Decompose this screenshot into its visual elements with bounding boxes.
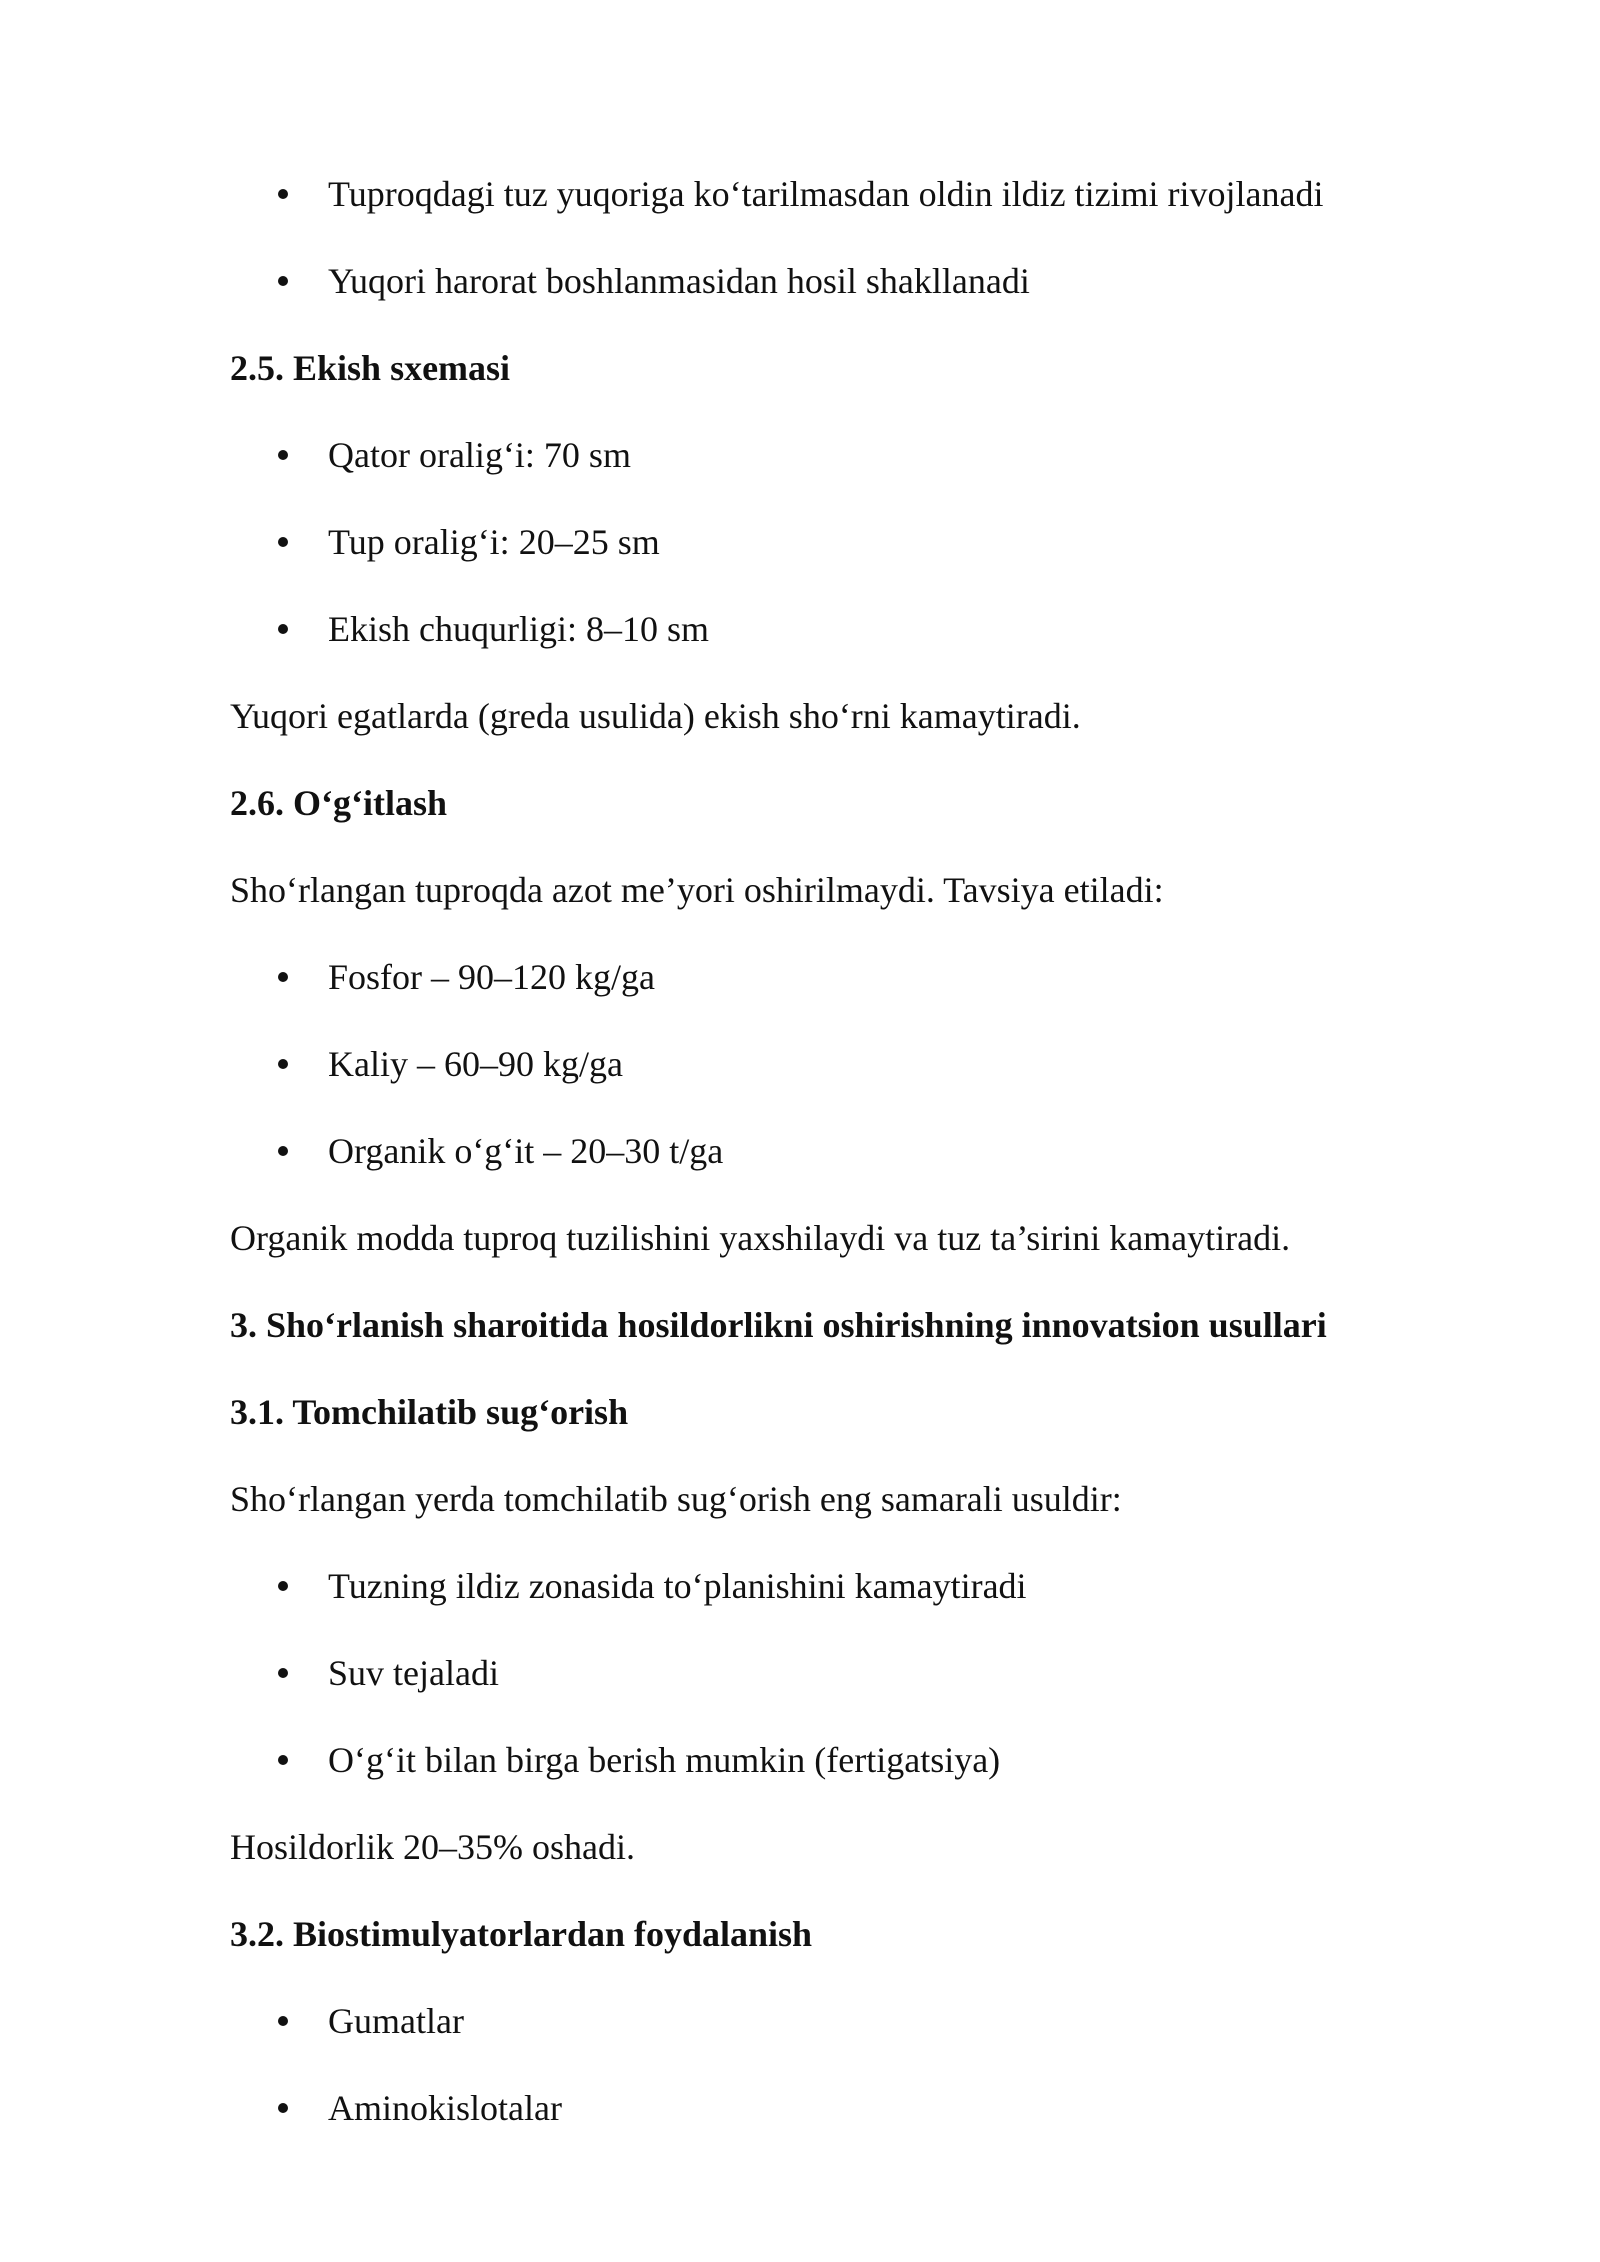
bullet-icon	[278, 1581, 288, 1591]
list-item-text: Tuzning ildiz zonasida to‘planishini kamaytiradi	[328, 1565, 1027, 1606]
list-item	[230, 1020, 1430, 1107]
document-body	[230, 150, 1430, 2151]
list-item	[230, 1716, 1430, 1803]
list-item	[230, 1107, 1430, 1194]
paragraph: Organik modda tuproq tuzilishini yaxshilaydi va tuz ta’sirini kamaytiradi.	[230, 1217, 1291, 1258]
list-item	[230, 585, 1430, 672]
list-item-text: Tuproqdagi tuz yuqoriga ko‘tarilmasdan oldin ildiz tizimi rivojlanadi	[328, 173, 1324, 214]
bullet-icon	[278, 450, 288, 460]
section-heading: 2.5. Ekish sxemasi	[230, 347, 511, 388]
bullet-icon	[278, 1668, 288, 1678]
list-item-text: Organik o‘g‘it – 20–30 t/ga	[328, 1130, 724, 1171]
section-heading: 3. Sho‘rlanish sharoitida hosildorlikni oshirishning innovatsion usullari	[230, 1304, 1327, 1345]
list-item	[230, 1977, 1430, 2064]
bullet-icon	[278, 972, 288, 982]
list-item	[230, 1629, 1430, 1716]
paragraph: Sho‘rlangan tuproqda azot me’yori oshirilmaydi. Tavsiya etiladi:	[230, 869, 1164, 910]
list-item	[230, 2064, 1430, 2151]
bullet-icon	[278, 276, 288, 286]
list-item-text: Suv tejaladi	[328, 1652, 499, 1693]
list-item-text: Gumatlar	[328, 2000, 464, 2041]
list-item-text: Fosfor – 90–120 kg/ga	[328, 956, 655, 997]
list-item-text: Qator oralig‘i: 70 sm	[328, 434, 631, 475]
paragraph: Yuqori egatlarda (greda usulida) ekish sho‘rni kamaytiradi.	[230, 695, 1081, 736]
bullet-icon	[278, 189, 288, 199]
list-item-text: Kaliy – 60–90 kg/ga	[328, 1043, 623, 1084]
list-item-text: Yuqori harorat boshlanmasidan hosil shakllanadi	[328, 260, 1030, 301]
paragraph: Sho‘rlangan yerda tomchilatib sug‘orish eng samarali usuldir:	[230, 1478, 1122, 1519]
section-heading: 3.2. Biostimulyatorlardan foydalanish	[230, 1913, 813, 1954]
bullet-icon	[278, 537, 288, 547]
bullet-icon	[278, 2103, 288, 2113]
bullet-icon	[278, 624, 288, 634]
list-item-text: O‘g‘it bilan birga berish mumkin (fertigatsiya)	[328, 1739, 1001, 1780]
bullet-icon	[278, 1059, 288, 1069]
section-heading: 2.6. O‘g‘itlash	[230, 782, 448, 823]
list-item	[230, 411, 1430, 498]
bullet-icon	[278, 1755, 288, 1765]
list-item-text: Tup oralig‘i: 20–25 sm	[328, 521, 660, 562]
list-item	[230, 237, 1430, 324]
bullet-icon	[278, 2016, 288, 2026]
section-heading: 3.1. Tomchilatib sug‘orish	[230, 1391, 629, 1432]
list-item	[230, 498, 1430, 585]
list-item	[230, 150, 1430, 237]
list-item	[230, 1542, 1430, 1629]
list-item-text: Aminokislotalar	[328, 2087, 562, 2128]
list-item-text: Ekish chuqurligi: 8–10 sm	[328, 608, 709, 649]
paragraph: Hosildorlik 20–35% oshadi.	[230, 1826, 635, 1867]
list-item	[230, 933, 1430, 1020]
bullet-icon	[278, 1146, 288, 1156]
